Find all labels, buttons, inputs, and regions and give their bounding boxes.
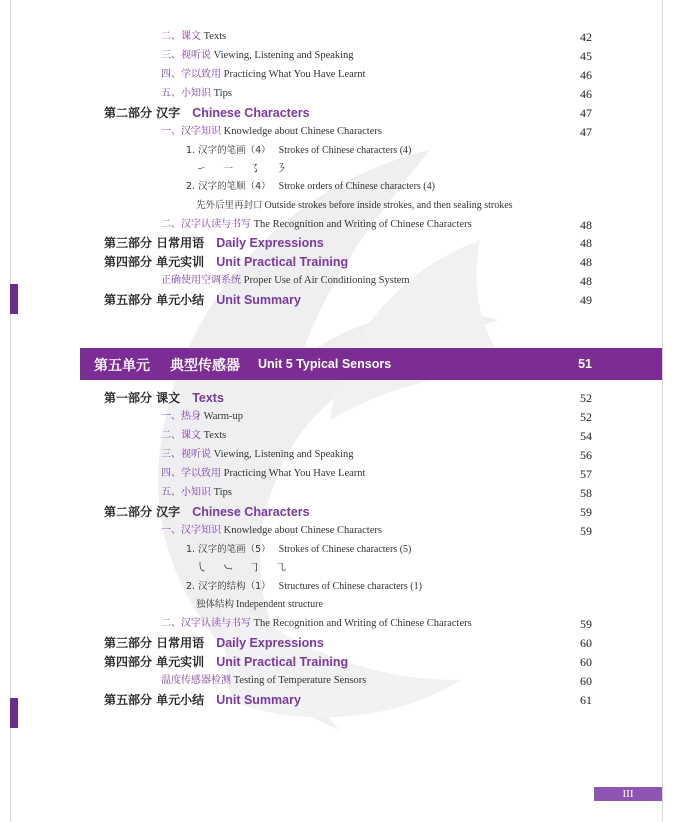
page-number: 57 [580,467,592,481]
subentry-zh: 2. 汉字的笔顺（4） [186,181,271,192]
part-zh: 第三部分 日常用语 [104,236,205,250]
entry-zh: 温度传感器检测 [161,675,231,686]
part-en: Unit Practical Training [216,655,349,669]
footer-page-number: III [594,787,662,801]
part-en: Chinese Characters [192,505,310,519]
toc-entry[interactable] [0,446,674,464]
subentry-zh: 1. 汉字的笔画（4） [186,145,271,156]
stroke-glyphs: ㇂ ㇃ ㇆ ㇈ [196,561,293,574]
toc-part-heading[interactable] [0,234,674,252]
entry-en: Practicing What You Have Learnt [223,69,366,80]
entry-en: Viewing, Listening and Speaking [213,449,354,460]
page-number: 49 [580,293,592,307]
part-zh: 第二部分 汉字 [104,106,181,120]
entry-en: Knowledge about Chinese Characters [223,525,382,536]
stroke-glyphs: ㇀ ㇐ ㇌ ㇋ [196,162,293,175]
entry-zh: 二、课文 [161,31,201,42]
toc-part-heading[interactable] [0,503,674,521]
entry-en: Tips [213,487,232,498]
page-number: 59 [580,617,592,631]
page-number: 56 [580,448,592,462]
toc-subentry [0,178,674,196]
part-en: Daily Expressions [216,236,324,250]
toc-subentry [0,596,674,614]
page-number: 52 [580,391,592,405]
entry-zh: 五、小知识 [161,88,211,99]
entry-zh: 四、学以致用 [161,468,221,479]
toc-subentry [0,142,674,160]
toc-entry[interactable] [0,672,674,690]
toc-entry[interactable] [0,216,674,234]
subentry-en: Structures of Chinese characters (1) [278,581,422,592]
entry-en: Viewing, Listening and Speaking [213,50,354,61]
page-number: 54 [580,429,592,443]
page-number: 47 [580,125,592,139]
subentry-zh: 1. 汉字的笔画（5） [186,544,271,555]
part-en: Unit Summary [216,693,301,707]
subentry-zh: 2. 汉字的结构（1） [186,581,271,592]
unit-title-en: Unit 5 Typical Sensors [258,357,392,371]
entry-en: Texts [203,31,227,42]
part-en: Unit Summary [216,293,301,307]
toc-entry[interactable] [0,522,674,540]
subentry-en: Stroke orders of Chinese characters (4) [278,181,435,192]
subentry-zh: 先外后里再封口 [196,200,263,211]
page-number: 58 [580,486,592,500]
toc-part-heading[interactable] [0,634,674,652]
toc-entry[interactable] [0,615,674,633]
part-en: Chinese Characters [192,106,310,120]
toc-part-heading[interactable] [0,253,674,271]
toc-entry[interactable] [0,427,674,445]
entry-en: The Recognition and Writing of Chinese Characters [253,219,472,230]
page-number: 48 [580,274,592,288]
page-number: 48 [580,236,592,250]
toc-subentry [0,541,674,559]
part-en: Texts [192,391,224,405]
toc-subentry [0,578,674,596]
part-zh: 第五部分 单元小结 [104,293,205,307]
toc-entry[interactable] [0,85,674,103]
toc-entry[interactable] [0,272,674,290]
unit-number-zh: 第五单元 [94,358,150,374]
entry-zh: 五、小知识 [161,487,211,498]
entry-zh: 一、热身 [161,411,201,422]
page-number: 46 [580,87,592,101]
page-number: 46 [580,68,592,82]
stroke-examples [0,559,674,577]
entry-en: Warm-up [203,411,244,422]
page-number: 60 [580,674,592,688]
entry-en: Texts [203,430,227,441]
entry-zh: 一、汉字知识 [161,126,221,137]
entry-zh: 一、汉字知识 [161,525,221,536]
unit-title-zh: 典型传感器 [170,358,240,374]
page-number: 60 [580,636,592,650]
toc-entry[interactable] [0,123,674,141]
entry-zh: 三、视听说 [161,449,211,460]
toc-entry[interactable] [0,47,674,65]
entry-zh: 二、课文 [161,430,201,441]
page-number: 48 [580,218,592,232]
subentry-en: Outside strokes before inside strokes, and then sealing strokes [264,200,513,211]
toc-part-heading[interactable] [0,389,674,407]
entry-en: Proper Use of Air Conditioning System [243,275,410,286]
part-zh: 第一部分 课文 [104,391,181,405]
page-number: 45 [580,49,592,63]
toc-entry[interactable] [0,484,674,502]
stroke-examples [0,160,674,178]
toc-entry[interactable] [0,28,674,46]
page-number: 52 [580,410,592,424]
entry-zh: 二、汉字认读与书写 [161,618,251,629]
page-number: 59 [580,505,592,519]
entry-zh: 二、汉字认读与书写 [161,219,251,230]
part-zh: 第二部分 汉字 [104,505,181,519]
part-en: Daily Expressions [216,636,324,650]
toc-part-heading[interactable] [0,691,674,709]
part-zh: 第四部分 单元实训 [104,255,205,269]
subentry-en: Strokes of Chinese characters (5) [278,544,412,555]
part-zh: 第五部分 单元小结 [104,693,205,707]
toc-part-heading[interactable] [0,104,674,122]
entry-zh: 三、视听说 [161,50,211,61]
toc-entry[interactable] [0,408,674,426]
part-zh: 第三部分 日常用语 [104,636,205,650]
subentry-zh: 独体结构 [196,599,235,610]
part-zh: 第四部分 单元实训 [104,655,205,669]
subentry-en: Independent structure [236,599,323,610]
entry-zh: 正确使用空调系统 [161,275,241,286]
unit-page-number: 51 [578,357,592,371]
toc-part-heading[interactable] [0,291,674,309]
toc-entry[interactable] [0,66,674,84]
part-en: Unit Practical Training [216,255,349,269]
subentry-en: Strokes of Chinese characters (4) [278,145,412,156]
page-number: 61 [580,693,592,707]
toc-entry[interactable] [0,465,674,483]
entry-en: The Recognition and Writing of Chinese Characters [253,618,472,629]
toc-subentry [0,197,674,215]
unit-banner[interactable] [80,348,662,380]
entry-en: Tips [213,88,232,99]
entry-en: Knowledge about Chinese Characters [223,126,382,137]
entry-en: Testing of Temperature Sensors [233,675,367,686]
entry-en: Practicing What You Have Learnt [223,468,366,479]
page-number: 42 [580,30,592,44]
entry-zh: 四、学以致用 [161,69,221,80]
page-number: 47 [580,106,592,120]
toc-part-heading[interactable] [0,653,674,671]
page-number: 48 [580,255,592,269]
page-number: 59 [580,524,592,538]
page-number: 60 [580,655,592,669]
